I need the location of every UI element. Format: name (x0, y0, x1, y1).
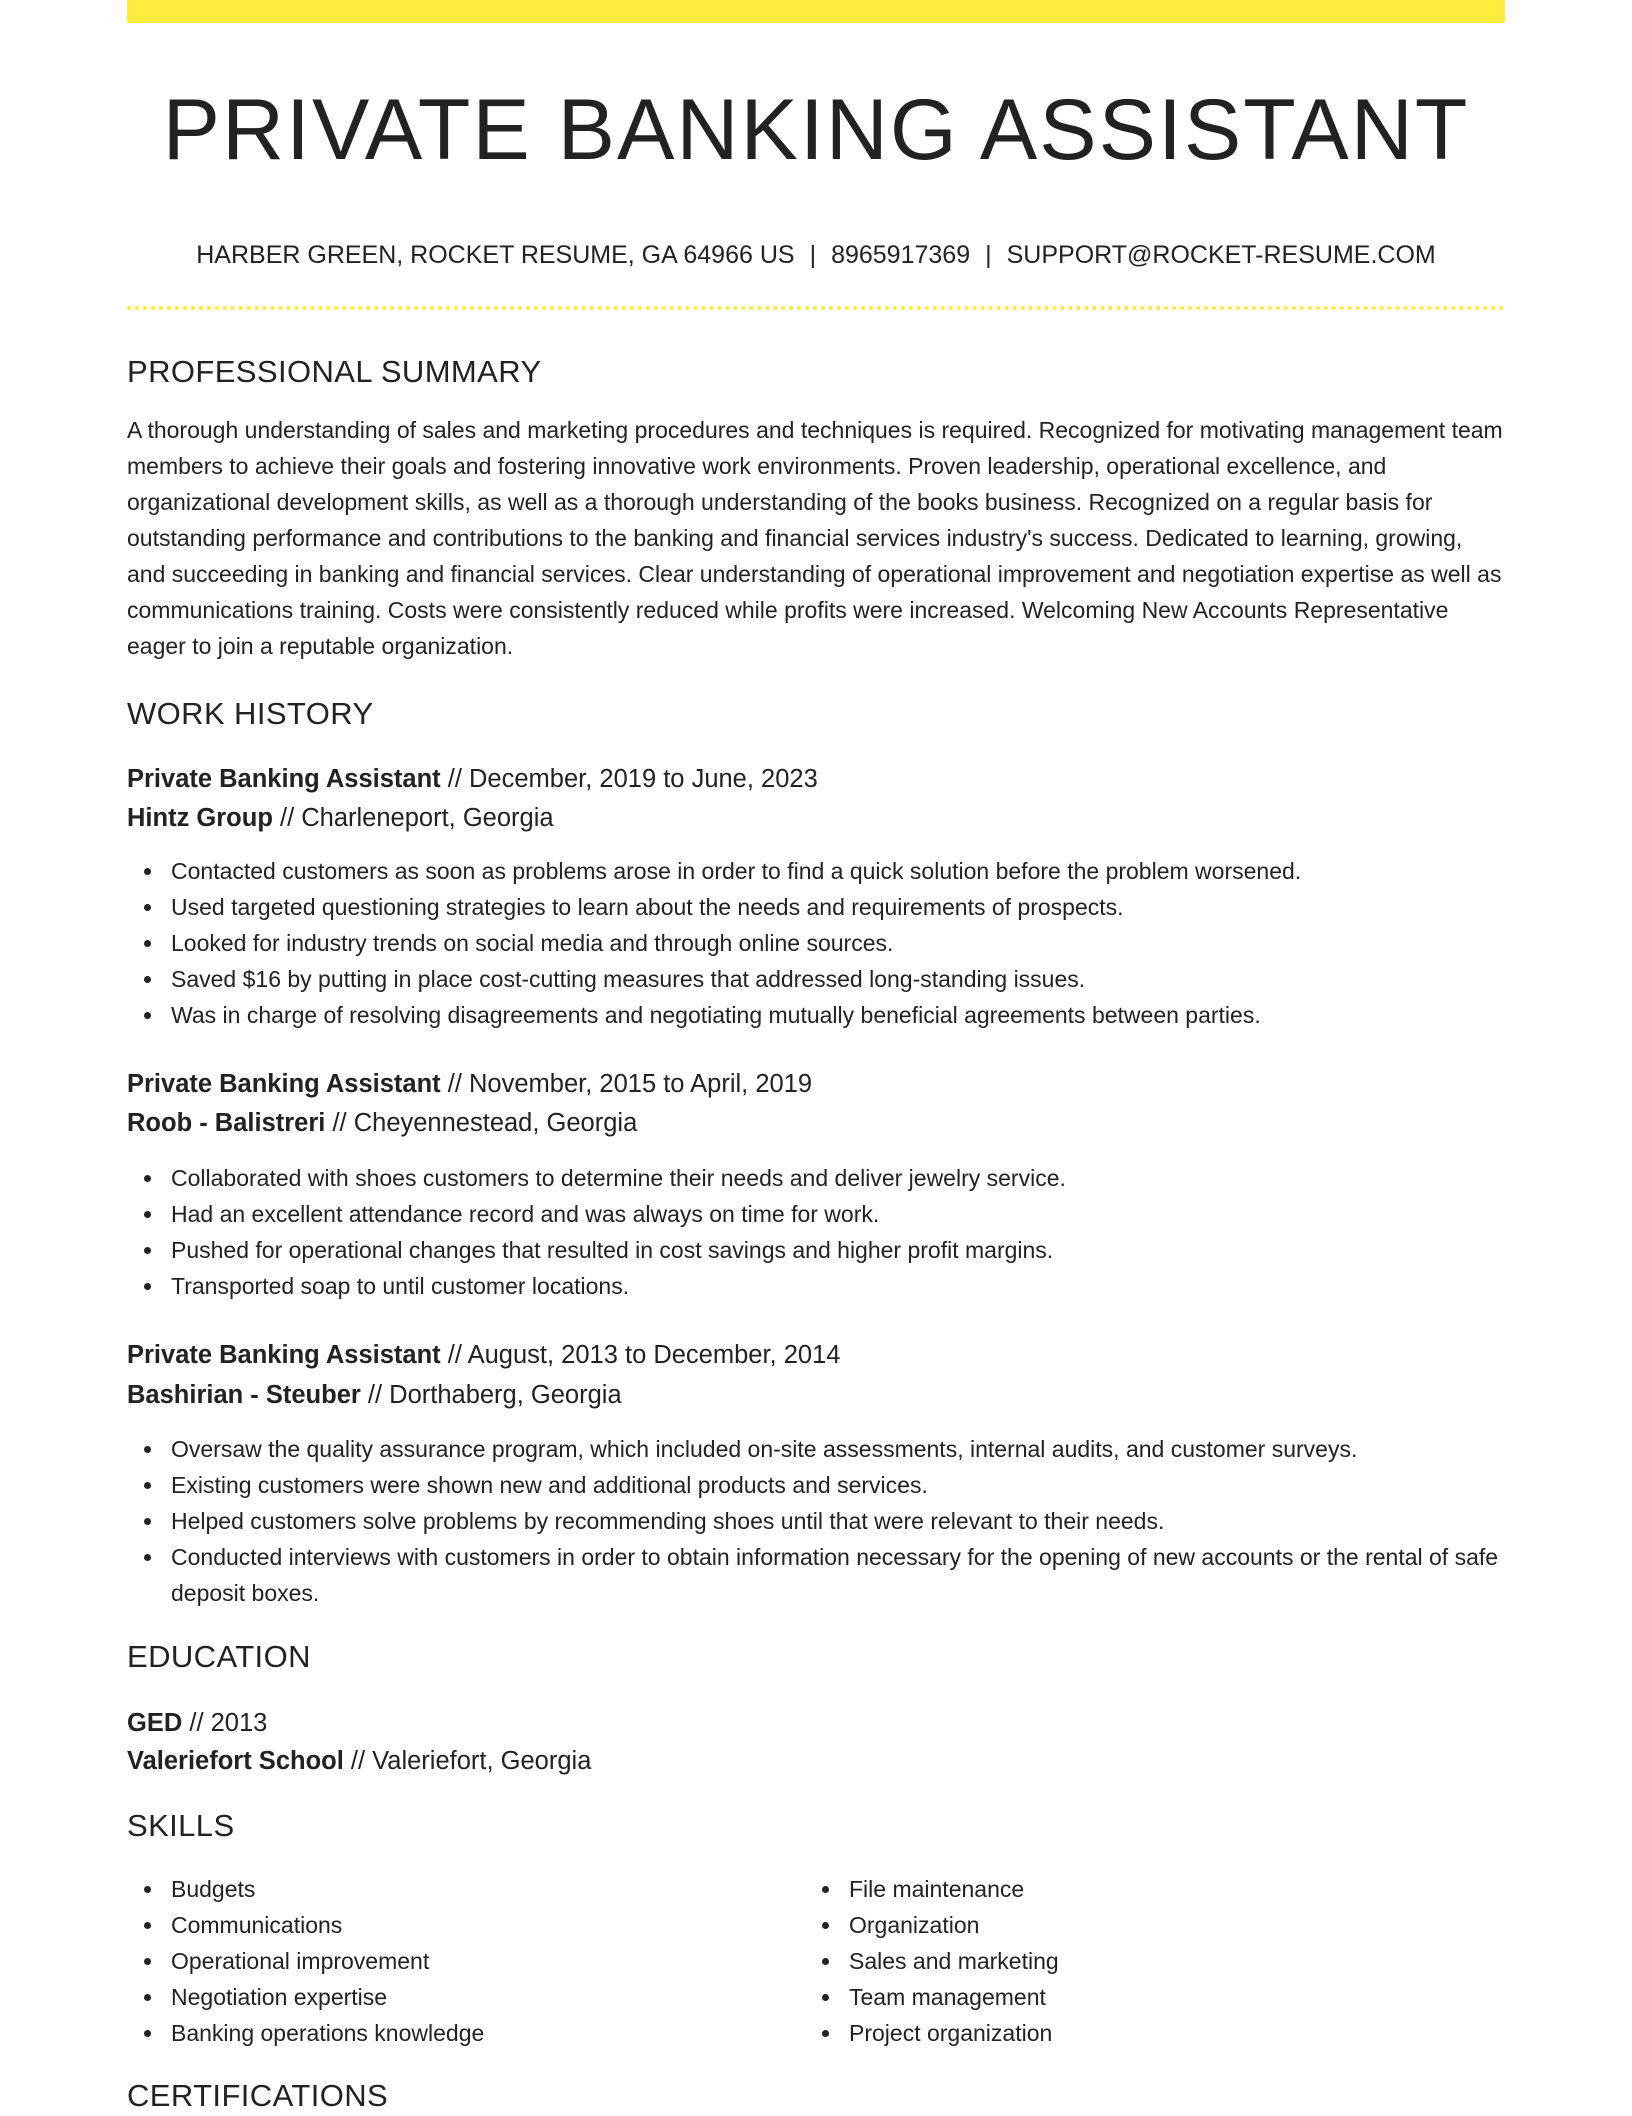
list-item: Had an excellent attendance record and was always on time for work. (127, 1196, 1507, 1232)
contact-email: SUPPORT@ROCKET-RESUME.COM (1006, 241, 1436, 269)
list-item: Looked for industry trends on social media and through online sources. (127, 925, 1507, 961)
skill-item: Budgets (127, 1871, 777, 1907)
list-item: Helped customers solve problems by recommending shoes until that were relevant to their needs. (127, 1503, 1507, 1539)
education-location: // Valeriefort, Georgia (350, 1747, 592, 1775)
list-item: Transported soap to until customer locations. (127, 1268, 1507, 1304)
skills-list-right (805, 1871, 1455, 2051)
job-location: // Cheyennestead, Georgia (332, 1109, 638, 1137)
education-degree-line (127, 1705, 267, 1741)
list-item: Saved $16 by putting in place cost-cutting measures that addressed long-standing issues. (127, 961, 1507, 997)
list-item: Used targeted questioning strategies to learn about the needs and requirements of prospects. (127, 889, 1507, 925)
skills-list-left (127, 1871, 777, 2051)
job-company: Hintz Group (127, 804, 273, 832)
job-title: Private Banking Assistant (127, 765, 441, 793)
job-company: Bashirian - Steuber (127, 1381, 361, 1409)
dotted-divider (127, 306, 1505, 310)
job-title-line (127, 1337, 840, 1373)
job-title-line (127, 761, 818, 797)
accent-bar (127, 0, 1505, 23)
summary-text: A thorough understanding of sales and marketing procedures and techniques is required. Recognized for motivating management team members to achieve their goals and fostering innovative work environments. Proven leadership, operational excellence, and organizational development skills, as well as a thorough understanding of the books business. Recognized on a regular basis for outstanding performance and contributions to the banking and financial services industry's success. Dedicated to learning, growing, and succeeding in banking and financial services. Clear understanding of operational improvement and negotiation expertise as well as communications training. Costs were consistently reduced while profits were increased. Welcoming New Accounts Representative eager to join a reputable organization. (127, 417, 1503, 659)
skill-item: Project organization (805, 2015, 1455, 2051)
education-heading: EDUCATION (127, 1639, 311, 1674)
list-item: Was in charge of resolving disagreements and negotiating mutually beneficial agreements between parties. (127, 997, 1507, 1033)
education-year: // 2013 (189, 1709, 268, 1737)
job-company: Roob - Balistreri (127, 1109, 326, 1137)
education-school: Valeriefort School (127, 1747, 344, 1775)
job-location: // Dorthaberg, Georgia (367, 1381, 622, 1409)
contact-separator: | (809, 241, 817, 269)
contact-line (127, 237, 1505, 273)
work-heading: WORK HISTORY (127, 696, 374, 731)
job-dates: // August, 2013 to December, 2014 (447, 1341, 841, 1369)
education-degree: GED (127, 1709, 183, 1737)
list-item: Oversaw the quality assurance program, which included on-site assessments, internal audits, and customer surveys. (127, 1431, 1507, 1467)
job-company-line (127, 1377, 622, 1413)
job-bullets (127, 853, 1507, 1033)
job-dates: // December, 2019 to June, 2023 (447, 765, 818, 793)
job-company-line (127, 800, 554, 836)
skill-item: Sales and marketing (805, 1943, 1455, 1979)
contact-phone: 8965917369 (831, 241, 971, 269)
skill-item: File maintenance (805, 1871, 1455, 1907)
certifications-heading: CERTIFICATIONS (127, 2078, 389, 2113)
skill-item: Communications (127, 1907, 777, 1943)
contact-separator: | (985, 241, 992, 269)
job-location: // Charleneport, Georgia (279, 804, 554, 832)
skill-item: Banking operations knowledge (127, 2015, 777, 2051)
resume-title: PRIVATE BANKING ASSISTANT (162, 82, 1470, 178)
summary-heading: PROFESSIONAL SUMMARY (127, 354, 542, 389)
job-bullets (127, 1160, 1507, 1304)
skill-item: Organization (805, 1907, 1455, 1943)
contact-address: HARBER GREEN, ROCKET RESUME, GA 64966 US (196, 241, 795, 269)
list-item: Conducted interviews with customers in order to obtain information necessary for the opening of new accounts or the rental of safe deposit boxes. (127, 1539, 1507, 1611)
list-item: Pushed for operational changes that resulted in cost savings and higher profit margins. (127, 1232, 1507, 1268)
skill-item: Operational improvement (127, 1943, 777, 1979)
job-title: Private Banking Assistant (127, 1341, 441, 1369)
job-company-line (127, 1105, 637, 1141)
job-bullets (127, 1431, 1507, 1611)
skills-heading: SKILLS (127, 1808, 235, 1843)
list-item: Contacted customers as soon as problems arose in order to find a quick solution before the problem worsened. (127, 853, 1507, 889)
list-item: Existing customers were shown new and additional products and services. (127, 1467, 1507, 1503)
skill-item: Negotiation expertise (127, 1979, 777, 2015)
education-school-line (127, 1743, 591, 1779)
job-dates: // November, 2015 to April, 2019 (447, 1070, 813, 1098)
job-title: Private Banking Assistant (127, 1070, 441, 1098)
skill-item: Team management (805, 1979, 1455, 2015)
list-item: Collaborated with shoes customers to determine their needs and deliver jewelry service. (127, 1160, 1507, 1196)
job-title-line (127, 1066, 812, 1102)
